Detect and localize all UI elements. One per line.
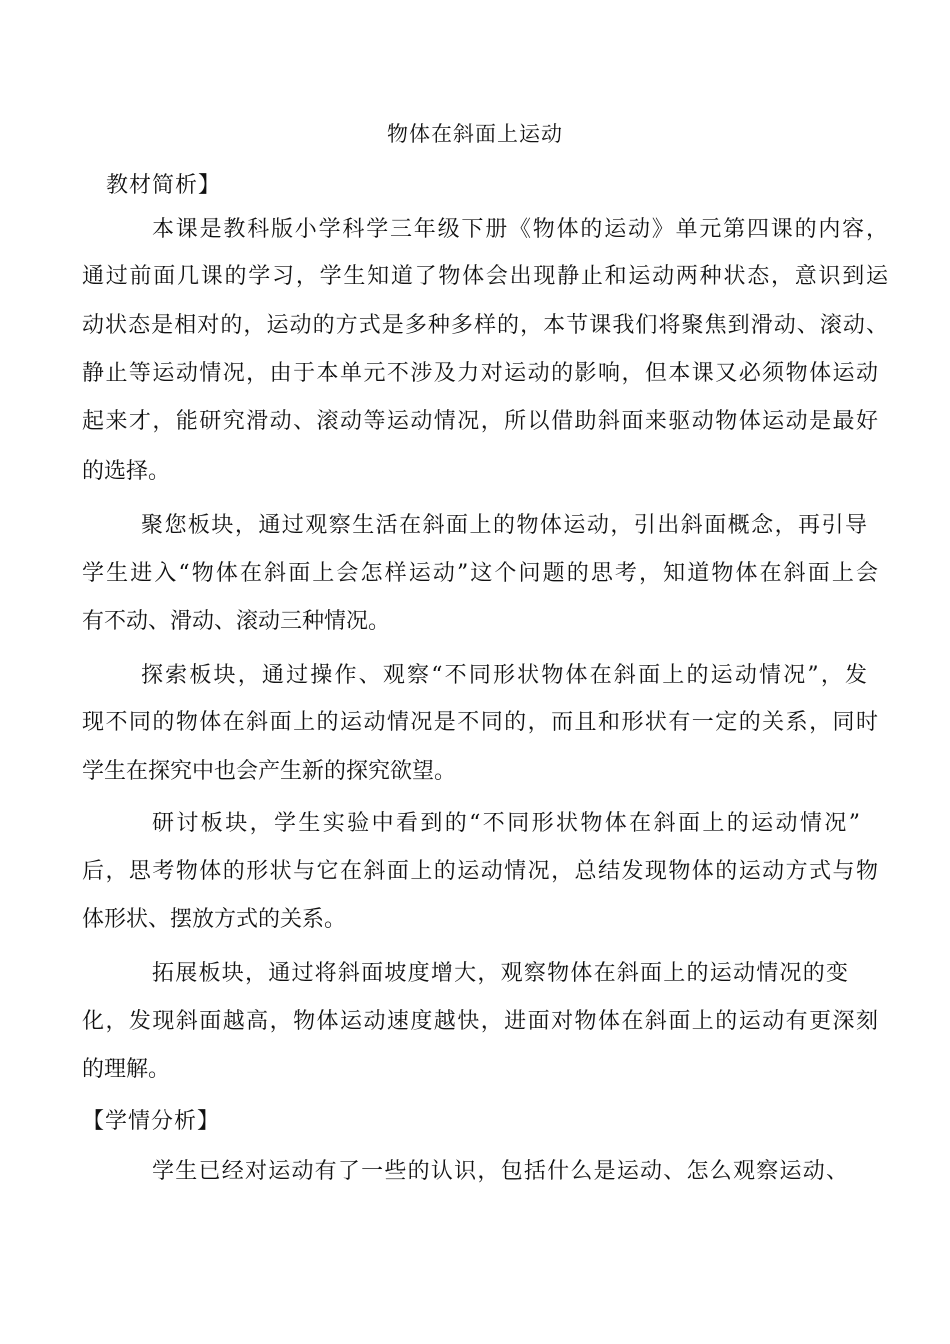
paragraph-line: 化，发现斜面越高，物体运动速度越快，进面对物体在斜面上的运动有更深刻 <box>82 1009 878 1034</box>
paragraph-line: 学生在探究中也会产生新的探究欲望。 <box>82 759 457 784</box>
paragraph-line: 聚您板块，通过观察生活在斜面上的物体运动，引出斜面概念，再引导 <box>141 513 867 538</box>
paragraph-line: 后，思考物体的形状与它在斜面上的运动情况，总结发现物体的运动方式与物 <box>82 859 878 884</box>
paragraph-line: 静止等运动情况，由于本单元不涉及力对运动的影响，但本课又必须物体运动 <box>82 361 878 386</box>
paragraph-line: 体形状、摆放方式的关系。 <box>82 907 347 932</box>
document-title: 物体在斜面上运动 <box>387 122 563 146</box>
paragraph-line: 探索板块，通过操作、观察“不同形状物体在斜面上的运动情况”，发 <box>141 663 867 688</box>
paragraph-line: 有不动、滑动、滚动三种情况。 <box>82 609 391 634</box>
paragraph-line: 起来才，能研究滑动、滚动等运动情况，所以借助斜面来驱动物体运动是最好 <box>82 409 878 434</box>
section-heading-learner-analysis: 【学情分析】 <box>82 1109 221 1134</box>
section-heading-textbook-analysis: 教材简析】 <box>106 173 222 198</box>
paragraph-line: 的理解。 <box>82 1057 171 1082</box>
paragraph-line: 现不同的物体在斜面上的运动情况是不同的，而且和形状有一定的关系，同时 <box>82 710 878 735</box>
paragraph-line: 通过前面几课的学习，学生知道了物体会出现静止和运动两种状态，意识到运 <box>82 264 888 289</box>
paragraph-line: 动状态是相对的，运动的方式是多种多样的，本节课我们将聚焦到滑动、滚动、 <box>82 313 888 338</box>
paragraph-line: 研讨板块，学生实验中看到的“不同形状物体在斜面上的运动情况” <box>152 811 860 836</box>
paragraph-line: 学生已经对运动有了一些的认识，包括什么是运动、怎么观察运动、 <box>152 1159 848 1184</box>
paragraph-line: 的选择。 <box>82 459 171 484</box>
paragraph-line: 学生进入“物体在斜面上会怎样运动”这个问题的思考，知道物体在斜面上会 <box>82 561 878 586</box>
paragraph-line: 本课是教科版小学科学三年级下册《物体的运动》单元第四课的内容， <box>152 217 888 242</box>
paragraph-line: 拓展板块，通过将斜面坡度增大，观察物体在斜面上的运动情况的变 <box>152 961 848 986</box>
